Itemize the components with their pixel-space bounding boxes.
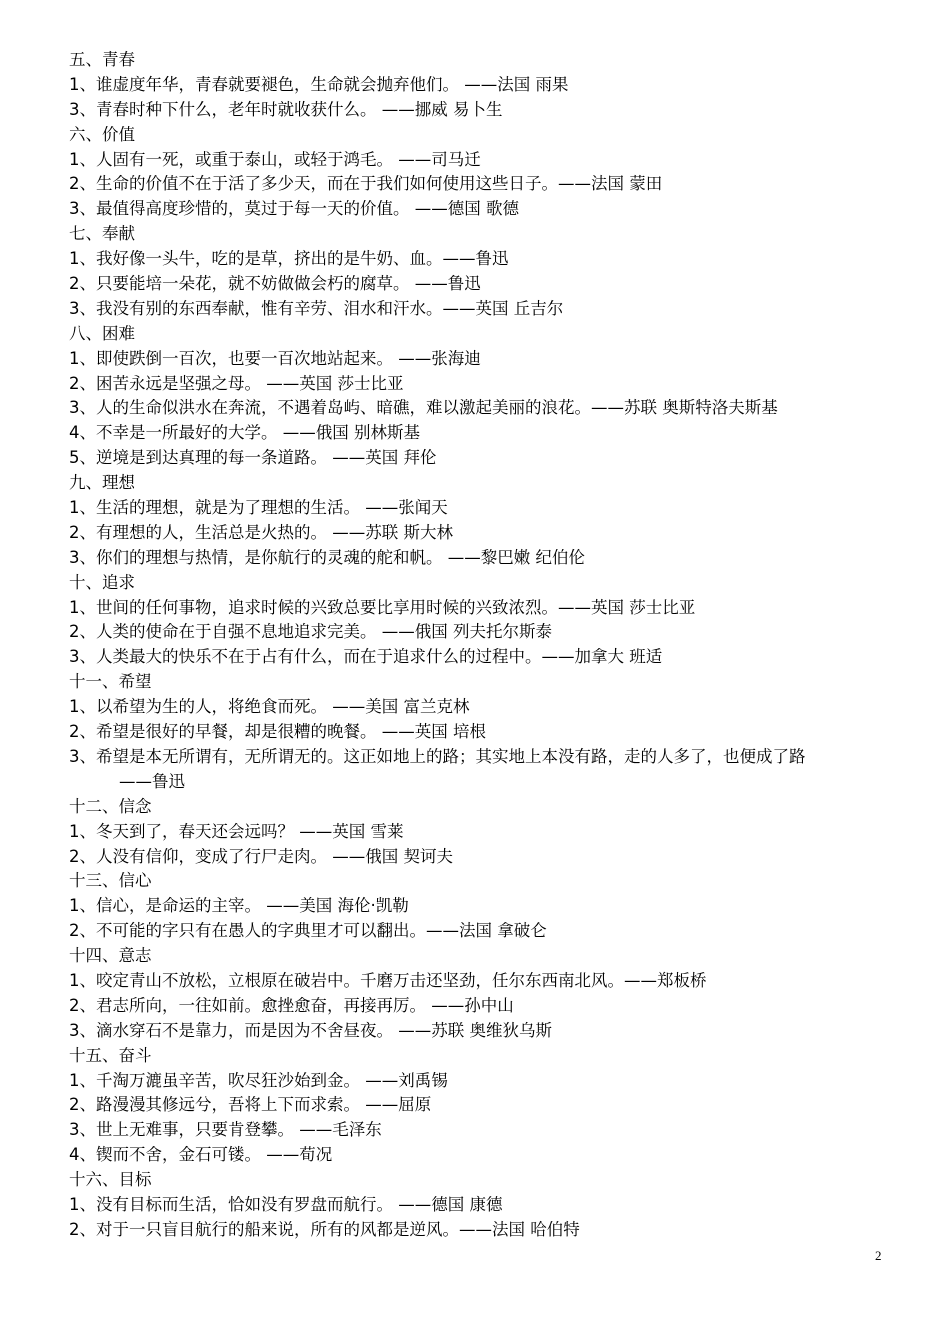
quote-line: 3、世上无难事，只要肯登攀。 ——毛泽东: [69, 1120, 382, 1140]
quote-line: 2、路漫漫其修远兮，吾将上下而求索。 ——屈原: [69, 1095, 432, 1115]
quote-line: 1、千淘万漉虽辛苦，吹尽狂沙始到金。 ——刘禹锡: [69, 1070, 448, 1090]
section-heading: 十、追求: [69, 572, 135, 592]
quote-line: 1、冬天到了，春天还会远吗？ ——英国 雪莱: [69, 821, 404, 841]
quote-line: 3、人的生命似洪水在奔流，不遇着岛屿、暗礁，难以激起美丽的浪花。——苏联 奥斯特洛夫斯基: [69, 398, 778, 418]
section-heading: 十二、信念: [69, 796, 152, 816]
quote-line: 3、最值得高度珍惜的，莫过于每一天的价值。 ——德国 歌德: [69, 199, 519, 219]
quote-line: 1、即使跌倒一百次，也要一百次地站起来。 ——张海迪: [69, 348, 481, 368]
section-heading: 七、奉献: [69, 224, 135, 244]
quote-line: 2、人类的使命在于自强不息地追求完美。 ——俄国 列夫托尔斯泰: [69, 622, 552, 642]
section-heading: 五、青春: [69, 50, 135, 69]
quote-line: 2、困苦永远是坚强之母。 ——英国 莎士比亚: [69, 373, 404, 393]
quote-line: 1、谁虚度年华，青春就要褪色，生命就会抛弃他们。 ——法国 雨果: [69, 74, 569, 94]
quote-line: 3、滴水穿石不是靠力，而是因为不舍昼夜。 ——苏联 奥维狄乌斯: [69, 1020, 552, 1040]
quote-line: 1、生活的理想，就是为了理想的生活。 ——张闻天: [69, 498, 448, 518]
quote-continuation: ——鲁迅: [119, 771, 185, 791]
quote-line: 1、人固有一死，或重于泰山，或轻于鸿毛。 ——司马迁: [69, 149, 481, 169]
quote-line: 2、只要能培一朵花，就不妨做做会朽的腐草。 ——鲁迅: [69, 274, 481, 294]
quote-line: 4、不幸是一所最好的大学。 ——俄国 别林斯基: [69, 423, 420, 443]
quote-line: 3、青春时种下什么，老年时就收获什么。 ——挪威 易卜生: [69, 99, 503, 119]
section-heading: 十一、希望: [69, 672, 152, 692]
quote-line: 3、你们的理想与热情，是你航行的灵魂的舵和帆。 ——黎巴嫩 纪伯伦: [69, 547, 585, 567]
quote-line: 2、不可能的字只有在愚人的字典里才可以翻出。——法国 拿破仑: [69, 921, 547, 941]
quote-list: [69, 48, 899, 1243]
quote-line: 3、希望是本无所谓有，无所谓无的。这正如地上的路；其实地上本没有路，走的人多了，也便成了路: [69, 746, 806, 766]
quote-line: 1、世间的任何事物，追求时候的兴致总要比享用时候的兴致浓烈。——英国 莎士比亚: [69, 597, 696, 617]
quote-line: 2、生命的价值不在于活了多少天，而在于我们如何使用这些日子。——法国 蒙田: [69, 174, 663, 194]
section-heading: 十六、目标: [69, 1170, 152, 1190]
quote-line: 1、信心，是命运的主宰。 ——美国 海伦·凯勒: [69, 896, 409, 916]
section-heading: 十三、信心: [69, 871, 152, 891]
section-heading: 六、价值: [69, 124, 135, 144]
quote-line: 1、以希望为生的人，将绝食而死。 ——美国 富兰克林: [69, 697, 470, 717]
section-heading: 十五、奋斗: [69, 1045, 152, 1065]
section-heading: 八、困难: [69, 323, 135, 343]
quote-line: 2、希望是很好的早餐，却是很糟的晚餐。 ——英国 培根: [69, 722, 486, 742]
quote-line: 5、逆境是到达真理的每一条道路。 ——英国 拜伦: [69, 448, 437, 468]
quote-line: 2、有理想的人，生活总是火热的。 ——苏联 斯大林: [69, 522, 453, 542]
quote-line: 3、人类最大的快乐不在于占有什么，而在于追求什么的过程中。——加拿大 班适: [69, 647, 663, 667]
section-heading: 九、理想: [69, 473, 135, 493]
quote-line: 3、我没有别的东西奉献，惟有辛劳、泪水和汗水。——英国 丘吉尔: [69, 298, 564, 318]
page-number: 2: [875, 1248, 882, 1263]
quote-line: 2、君志所向，一往如前。愈挫愈奋，再接再厉。 ——孙中山: [69, 995, 514, 1015]
quote-line: 2、人没有信仰，变成了行尸走肉。 ——俄国 契诃夫: [69, 846, 453, 866]
quote-line: 1、我好像一头牛，吃的是草，挤出的是牛奶、血。——鲁迅: [69, 249, 509, 269]
quote-line: 1、咬定青山不放松，立根原在破岩中。千磨万击还坚劲，任尔东西南北风。——郑板桥: [69, 970, 707, 990]
quote-line: 1、没有目标而生活，恰如没有罗盘而航行。 ——德国 康德: [69, 1194, 503, 1214]
quote-line: 2、对于一只盲目航行的船来说，所有的风都是逆风。——法国 哈伯特: [69, 1219, 580, 1239]
section-heading: 十四、意志: [69, 946, 152, 966]
quote-line: 4、锲而不舍，金石可镂。 ——荀况: [69, 1145, 333, 1165]
